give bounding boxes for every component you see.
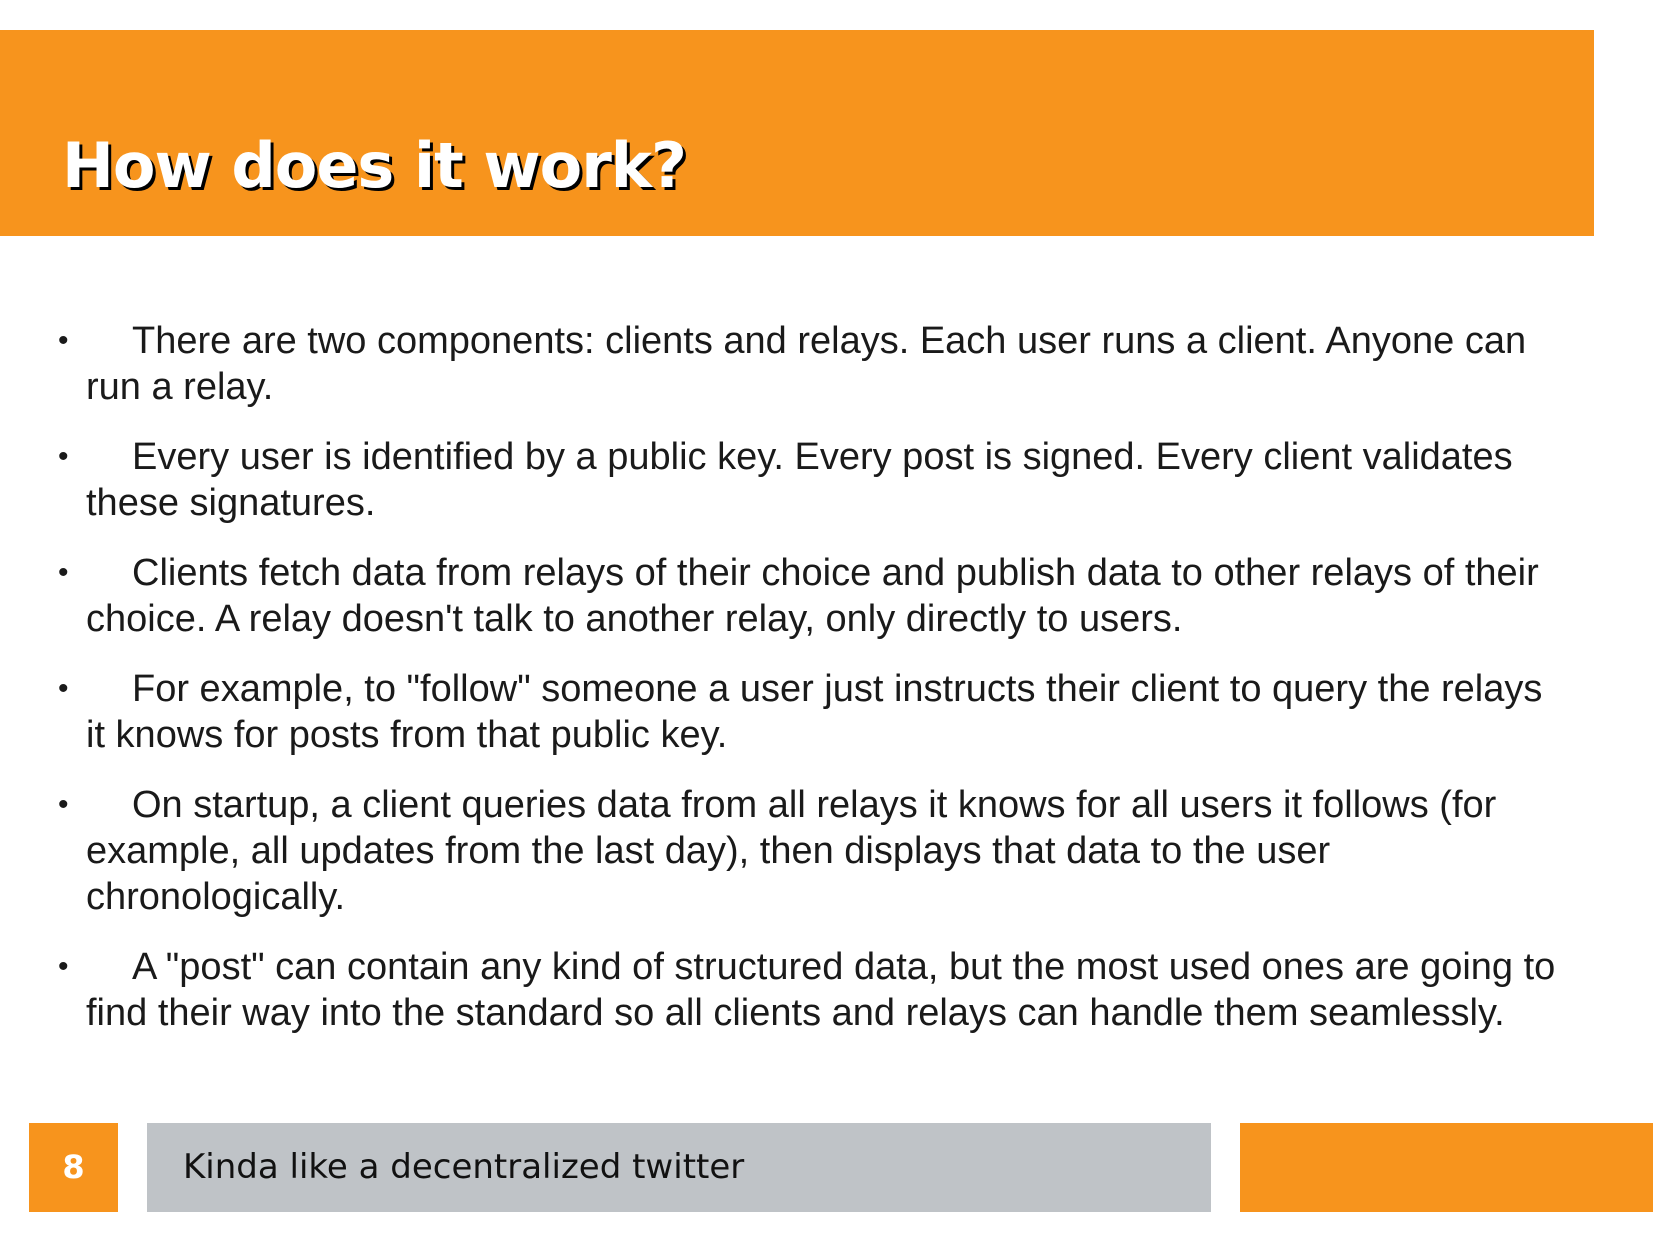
- bullet-text: There are two components: clients and relays. Each user runs a client. Anyone can run a relay.: [86, 320, 1527, 408]
- bullet-icon: •: [58, 788, 69, 821]
- bullet-item: [58, 550, 1558, 642]
- slide-number: 8: [62, 1148, 85, 1186]
- slide-title: How does it work?: [62, 129, 686, 202]
- bullet-text: On startup, a client queries data from all relays it knows for all users it follows (for example, all updates from the last day), then displays that data to the user chronologically.: [86, 784, 1497, 918]
- bullet-list: [58, 318, 1558, 1060]
- bullet-item: [58, 666, 1558, 758]
- bullet-icon: •: [58, 440, 69, 473]
- footer-accent-box: [1240, 1123, 1653, 1212]
- bullet-text: A "post" can contain any kind of structured data, but the most used ones are going to find their way into the standard so all clients and relays can handle them seamlessly.: [86, 946, 1556, 1034]
- bullet-icon: •: [58, 672, 69, 705]
- footer-caption: Kinda like a decentralized twitter: [183, 1147, 745, 1187]
- footer-caption-box: [147, 1123, 1211, 1212]
- slide-number-box: [29, 1123, 118, 1212]
- bullet-item: [58, 782, 1558, 920]
- bullet-item: [58, 318, 1558, 410]
- bullet-item: [58, 434, 1558, 526]
- bullet-text: Clients fetch data from relays of their choice and publish data to other relays of their choice. A relay doesn't talk to another relay, only directly to users.: [86, 552, 1539, 640]
- bullet-icon: •: [58, 950, 69, 983]
- bullet-icon: •: [58, 556, 69, 589]
- bullet-icon: •: [58, 324, 69, 357]
- bullet-item: [58, 944, 1558, 1036]
- bullet-text: For example, to "follow" someone a user just instructs their client to query the relays it knows for posts from that public key.: [86, 668, 1543, 756]
- bullet-text: Every user is identified by a public key. Every post is signed. Every client validates these signatures.: [86, 436, 1513, 524]
